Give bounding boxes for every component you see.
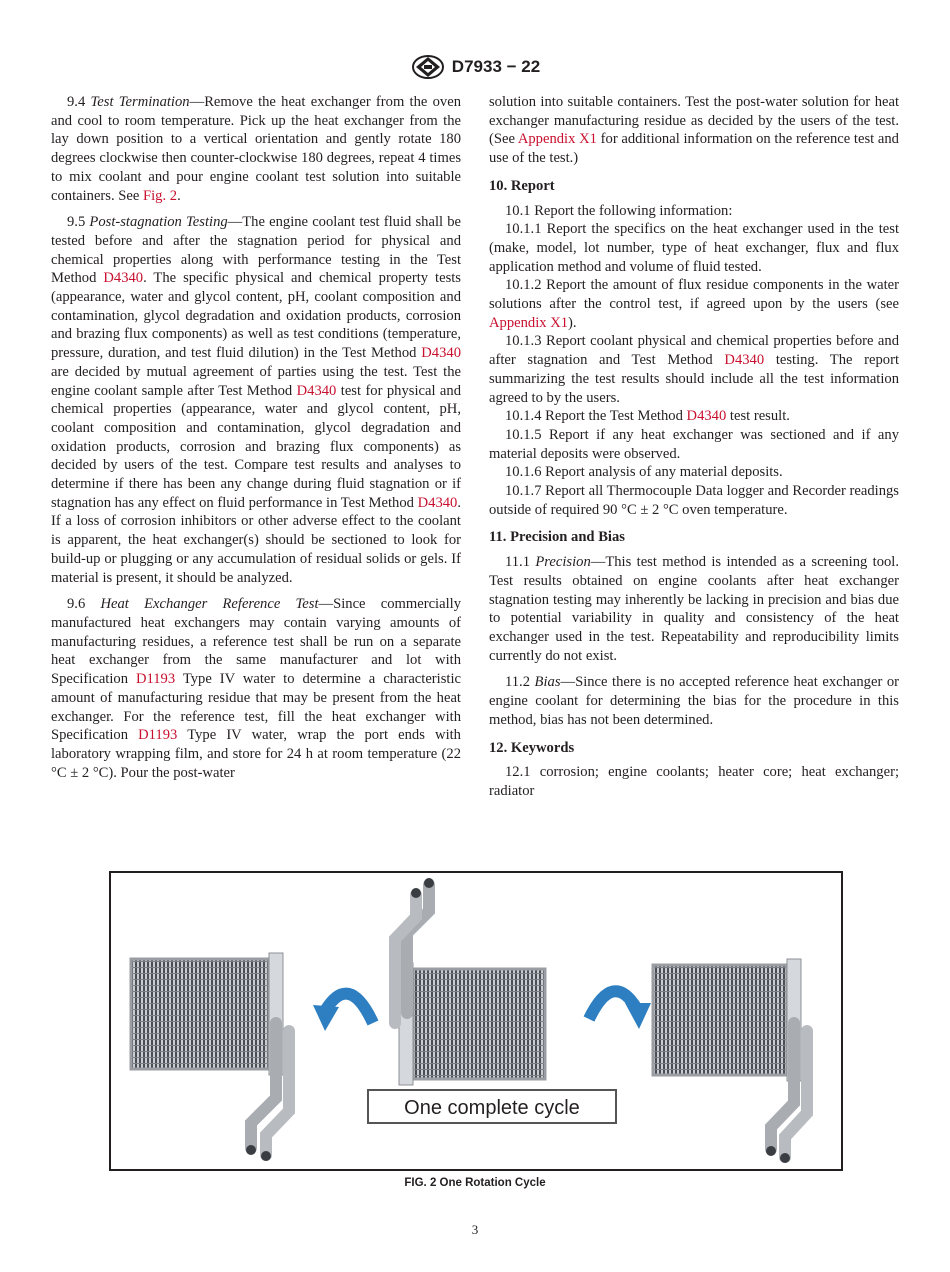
heat-exchanger-center [395, 878, 545, 1085]
paragraph-10-1-6: 10.1.6 Report analysis of any material deposits. [505, 464, 783, 481]
right-column [489, 93, 899, 801]
paragraph-9-6-continued: solution into suitable containers. Test the post-water solution for heat exchanger manufacturing residue as decided by the users of the test. (See Appendix X1 for additional information on the reference test and use of the test.) [489, 94, 899, 167]
paragraph-10-1-2: 10.1.2 Report the amount of flux residue components in the water solutions after the control test, if agreed upon by the users (see Appendix X1). [489, 277, 899, 331]
left-column [51, 93, 461, 782]
paragraph-10-1-7: 10.1.7 Report all Thermocouple Data logger and Recorder readings outside of required 90 °C ± 2 °C oven temperature. [489, 483, 899, 518]
paragraph-11-1: 11.1 Precision—This test method is intended as a screening tool. Test results obtained on engine coolants after heat exchanger stagnation testing may inherently be lacking in precision and bias due to potential variability in quality and consistency of the heat exchanger used in the test. Repeatability and reproducibility limits currently do not exist. [489, 554, 900, 664]
paragraph-10-1-5: 10.1.5 Report if any heat exchanger was sectioned and if any material deposits were observed. [489, 426, 899, 462]
fig-2-link[interactable]: Fig. 2 [143, 187, 178, 204]
section-title: Test Termination [90, 94, 190, 110]
section-title: Post-stagnation Testing [89, 214, 228, 231]
d4340-link[interactable]: D4340 [724, 352, 765, 369]
paragraph-9-5: 9.5 Post-stagnation Testing—The engine coolant test fluid shall be tested before and after the stagnation period for physical and chemical properties along with performance testing in the Test Method D4340. The specific physical and chemical property tests (appearance, water and glycol content, pH, coolant composition and contamination, glycol degradation and oxidation products, corrosion and brazing flux components) as well as test conditions (temperature, pressure, duration, and test fluid dilution) in the Test Method D4340 are decided by mutual agreement of parties using the test. Test the engine coolant sample after Test Method D4340 test for physical and chemical properties (appearance, water and glycol content, pH, coolant composition and contamination, glycol degradation and oxidation products, corrosion and brazing flux components) as decided by users of the test. Compare test results and analyses to determine if there has been any change during fluid stagnation or if stagnation has any effect on fluid performance in Test Method D4340. If a loss of corrosion inhibitors or other adverse effect to the coolant is apparent, the heat exchanger(s) should be sectioned to look for build-up or plugging or any accumulation of residual solids or gels. If material is present, it should be analyzed. [51, 214, 461, 586]
appendix-x1-link[interactable]: Appendix X1 [489, 314, 569, 331]
heading-precision-bias: 11. Precision and Bias [489, 529, 625, 546]
paragraph-10-1-3: 10.1.3 Report coolant physical and chemical properties before and after stagnation and Test Method D4340 testing. The report summarizing the test results should include all the test information agreed to by the users. [489, 333, 899, 406]
figure-caption: FIG. 2 One Rotation Cycle [404, 1177, 546, 1189]
figure-rotation-cycle [109, 871, 843, 1171]
d4340-link[interactable]: D4340 [421, 345, 461, 362]
heat-exchanger-right [653, 959, 807, 1163]
paragraph-9-4: 9.4 Test Termination—Remove the heat exchanger from the oven and cool to room temperature. Pick up the heat exchanger from the lay down position to a vertical orientation and gently rotate 180 degrees clockwise then counter-clockwise 180 degrees, repeat 4 times to mix coolant and pour engine coolant test solution into suitable containers. See Fig. 2. [51, 94, 462, 204]
paragraph-12-1: 12.1 corrosion; engine coolants; heater core; heat exchanger; radiator [489, 764, 899, 799]
d1193-link[interactable]: D1193 [138, 727, 178, 744]
cycle-label: One complete cycle [404, 1097, 580, 1119]
section-title: Heat Exchanger Reference Test [100, 596, 319, 613]
heat-exchanger-left [131, 953, 289, 1161]
d4340-link[interactable]: D4340 [417, 494, 458, 511]
astm-logo-icon [410, 54, 446, 80]
clockwise-arrow-icon [589, 991, 651, 1029]
counter-clockwise-arrow-icon [313, 994, 373, 1031]
paragraph-11-2: 11.2 Bias—Since there is no accepted reference heat exchanger or engine coolant for determining the bias for the procedure in this method, bias has not been determined. [489, 674, 899, 728]
page-header [0, 54, 950, 85]
d4340-link[interactable]: D4340 [686, 408, 727, 425]
paragraph-9-6: 9.6 Heat Exchanger Reference Test—Since commercially manufactured heat exchangers may contain varying amounts of manufacturing residues, a reference test shall be run on a separate heat exchanger from the same manufacturer and lot with Specification D1193 Type IV water to determine a characteristic amount of manufacturing residue that may be present from the heat exchanger. For the reference test, fill the heat exchanger with Specification D1193 Type IV water, wrap the port ends with laboratory wrapping film, and store for 24 h at room temperature (22 °C ± 2 °C). Pour the post-water [51, 596, 461, 781]
d4340-link[interactable]: D4340 [103, 270, 144, 287]
appendix-x1-link[interactable]: Appendix X1 [517, 131, 597, 148]
d1193-link[interactable]: D1193 [135, 671, 176, 688]
d4340-link[interactable]: D4340 [296, 382, 337, 399]
rotation-cycle-illustration [111, 873, 841, 1169]
page-number: 3 [471, 1222, 479, 1237]
heading-keywords: 12. Keywords [489, 739, 575, 756]
paragraph-10-1-4: 10.1.4 Report the Test Method D4340 test result. [505, 408, 790, 425]
heading-report: 10. Report [489, 177, 555, 194]
standard-designation: D7933 − 22 [451, 57, 541, 76]
paragraph-10-1-1: 10.1.1 Report the specifics on the heat exchanger used in the test (make, model, lot number, type of heat exchanger, flux and flux application method and volume of fluid tested. [489, 221, 899, 275]
paragraph-10-1: 10.1 Report the following information: [505, 202, 733, 219]
